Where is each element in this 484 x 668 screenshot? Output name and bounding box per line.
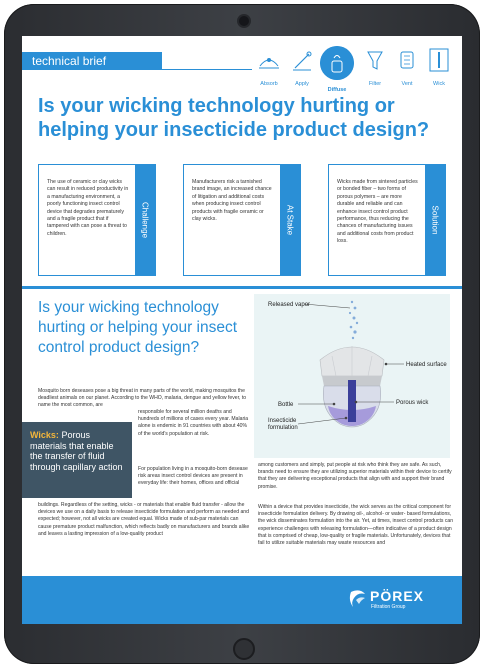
article-para-2: For population living in a mosquito-born desease risk areas insect control devices are present in everyday life: their homes, offices and official — [138, 466, 248, 487]
label-formulation-1: Insecticide — [268, 418, 297, 424]
label-wick: Porous wick — [396, 400, 429, 406]
card-side-text: Challenge — [140, 201, 150, 239]
icon-label: Absorb — [260, 81, 278, 87]
icon-label: Filter — [368, 81, 382, 87]
icon-filter — [358, 46, 392, 87]
card-solution — [328, 164, 446, 276]
article-col2-para-1: among customers and simply, put people at risk who think they are safe. As such, brands need to ensure they are utilizing superior materials within their device to certify that they are delivering exceptional products that align with and support their brand promise. — [258, 462, 452, 490]
pull-quote-lead: Wicks: — [30, 430, 59, 440]
card-side-label — [425, 165, 445, 275]
icon-wick — [422, 46, 456, 87]
absorb-icon — [254, 46, 284, 74]
headline: Is your wicking technology hurting or helping your insecticide product design? — [38, 95, 430, 141]
logo-subtitle: Filtration Group — [371, 604, 406, 610]
card-text: Wicks made from sintered particles or bonded fiber – two forms of porous polymers – are more durable and reliable and can enhance insect control product performance, thus reducing the chances of manufacturing issues and additional costs from product loss. — [337, 179, 418, 245]
icon-apply — [285, 46, 319, 87]
card-text: Manufacturers risk a tarnished brand image, an increased chance of litigation and additional costs when producing insect control products with fragile ceramic or clay wicks. — [192, 179, 272, 223]
icon-absorb — [252, 46, 286, 87]
article-para-3: buildings. Regardless of the setting, wicks - or materials that enable fluid transfer - allow the devices we use on a daily basis to release insecticide formulation and perform as needed and expected; however, not all wicks are created equal. Wicks made of sub-par materials can cause premature product malfunction, which reflects badly on manufacturers and brands alike and leaves a lasting impression of a low-quality product — [38, 502, 250, 537]
wick-icon — [424, 46, 454, 74]
article-para-1b: responsible for several million deaths and hundreds of millions of cases every year. Malaria alone is endemic in 91 countries with about 40% of the world's population at risk. — [138, 409, 249, 437]
porex-logo — [348, 588, 454, 614]
icon-label: Diffuse — [327, 87, 347, 93]
tag-underline — [162, 69, 252, 70]
document-page — [22, 36, 462, 624]
apply-icon — [287, 46, 317, 74]
article-title: Is your wicking technology hurting or helping your insect control product design? — [38, 299, 238, 356]
vent-icon — [392, 46, 422, 74]
device-illustration — [254, 294, 450, 458]
filter-icon — [360, 46, 390, 74]
icon-label: Apply — [295, 81, 309, 87]
logo-brand: PÖREX — [370, 588, 425, 604]
card-side-label — [280, 165, 300, 275]
card-at-stake — [183, 164, 301, 276]
card-text: The use of ceramic or clay wicks can result in reduced productivity in a manufacturing environment, a poorly functioning insect control device that degrades prematurely and a fragile product that if tampered with can pose a threat to children. — [47, 179, 129, 237]
logo-mark-icon — [348, 588, 368, 610]
document-type-tag: technical brief — [22, 52, 162, 70]
pull-quote-text: Porous materials that enable the transfer of fluid through capillary action — [30, 430, 123, 472]
icon-label: Vent — [401, 81, 413, 87]
icon-diffuse — [320, 46, 354, 93]
home-button[interactable] — [233, 638, 255, 660]
icon-vent — [390, 46, 424, 87]
label-bottle: Bottle — [278, 402, 294, 408]
section-divider — [22, 286, 462, 289]
card-side-text: At Stake — [285, 204, 295, 236]
article-para-1: Mosquito born deseases pose a big threat in many parts of the world, making mosquitos the deadliest animals on our planet. According to the WHO, malaria, dengue and yellow fever, to name the most common, are — [38, 388, 247, 409]
pull-quote — [22, 422, 132, 498]
card-side-label — [135, 165, 155, 275]
diffuse-icon — [320, 46, 354, 80]
icon-label: Wick — [433, 81, 445, 87]
camera — [239, 16, 249, 26]
wick-device-diagram — [254, 294, 450, 458]
card-challenge — [38, 164, 156, 276]
card-side-text: Solution — [430, 205, 440, 235]
label-vapor: Released vapor — [268, 302, 311, 308]
label-formulation-2: formulation — [268, 425, 298, 431]
article-col2-para-2: Within a device that provides insecticide, the wick serves as the critical component for insecticide formulation delivery. By drawing oil-, alcohol- or water- based formulations, the wick disseminates formulation into the air. Yet, at times, insect control products can experience challenges with releasing formulation—often indicative of a product design that is comprised of cheap, low-quality or fragile materials. Unfortunately, devices that fail to utilize suitable materials may waste resources and — [258, 504, 454, 547]
label-surface: Heated surface — [406, 362, 447, 368]
